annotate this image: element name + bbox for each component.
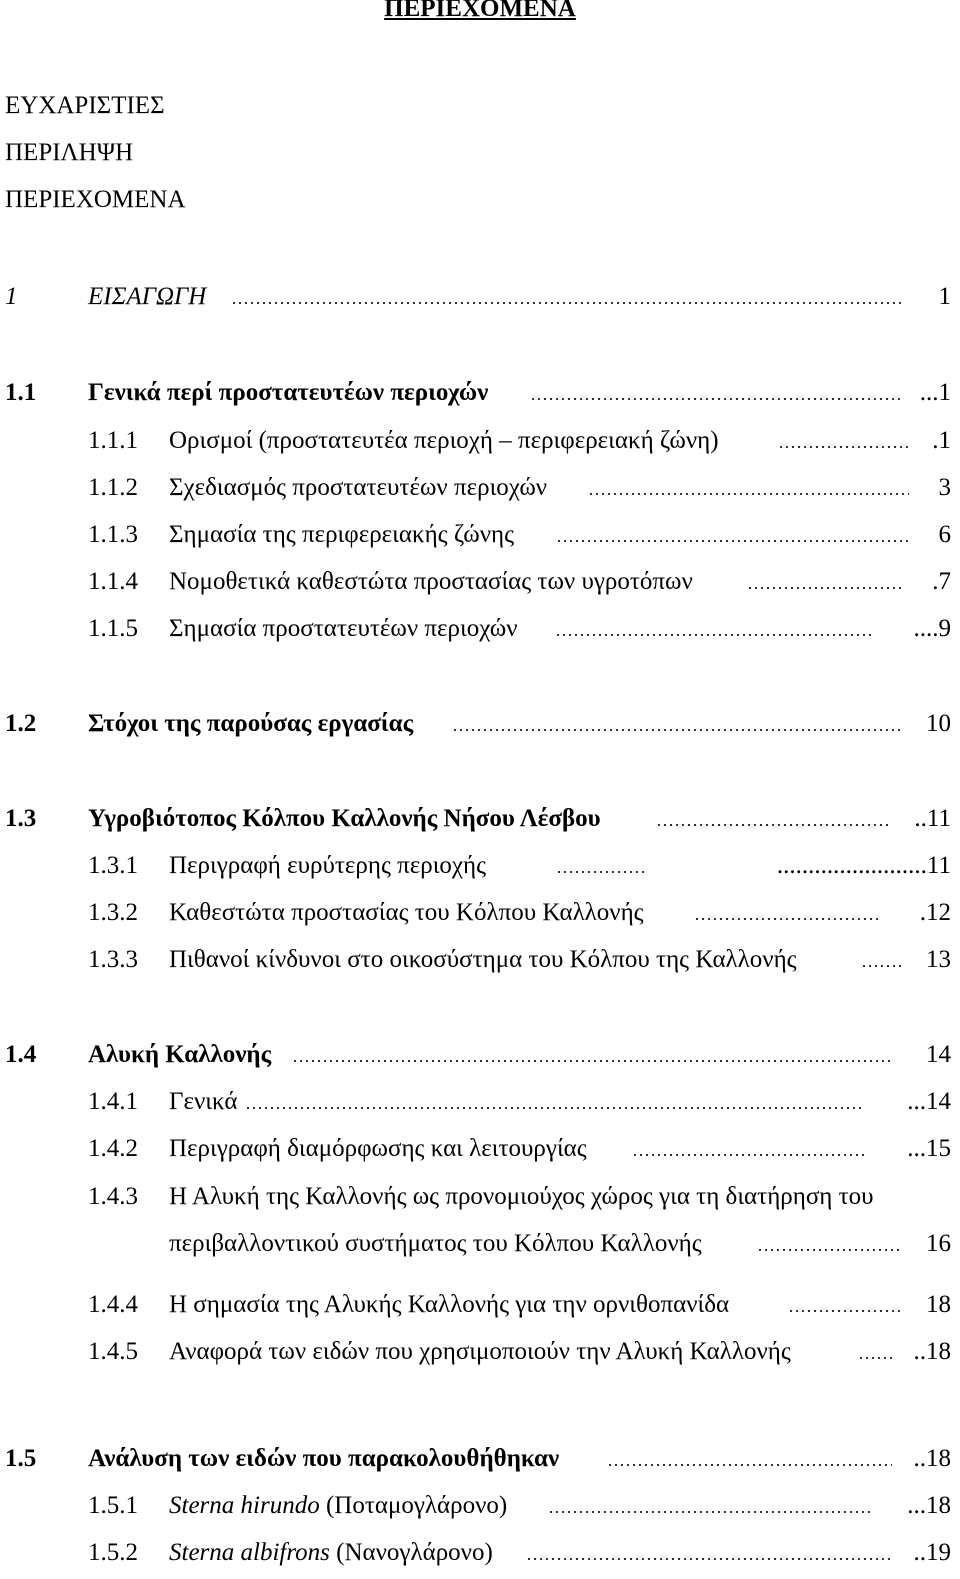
front-matter-contents[interactable]: ΠΕΡΙΕΧΟΜΕΝΑ — [5, 186, 186, 213]
front-matter-acknowledgements[interactable]: ΕΥΧΑΡΙΣΤΙΕΣ — [5, 92, 165, 119]
toc-leader — [632, 1154, 864, 1156]
front-matter-abstract[interactable]: ΠΕΡΙΛΗΨΗ — [5, 139, 134, 166]
species-common-name: (Ποταμογλάρονο) — [319, 1492, 508, 1519]
toc-leader — [656, 824, 888, 826]
toc-entry-1-4-3-line2[interactable]: περιβαλλοντικού συστήματος του Κόλπου Καλλονής — [169, 1230, 702, 1257]
toc-number: 1.1 — [5, 379, 37, 406]
toc-number: 1.1.4 — [88, 568, 138, 595]
toc-number: 1.4.5 — [88, 1338, 138, 1365]
toc-page: ........................11 — [776, 852, 951, 879]
toc-page: .1 — [932, 427, 951, 454]
toc-page: .7 — [932, 568, 951, 595]
toc-page: 10 — [926, 710, 951, 737]
toc-leader — [588, 493, 909, 495]
species-common-name: (Νανογλάρονο) — [329, 1539, 493, 1566]
toc-leader — [245, 1107, 865, 1109]
toc-entry-1-5[interactable]: Ανάλυση των ειδών που παρακολουθήθηκαν — [88, 1445, 560, 1472]
toc-leader — [556, 871, 644, 873]
toc-entry-1-4-2[interactable]: Περιγραφή διαμόρφωσης και λειτουργίας — [169, 1135, 587, 1162]
toc-leader — [526, 1558, 891, 1560]
toc-leader — [788, 1310, 900, 1312]
toc-page: ...1 — [919, 379, 951, 406]
toc-entry-1-1-1[interactable]: Ορισμοί (προστατευτέα περιοχή – περιφερειακή ζώνη) — [169, 427, 719, 454]
toc-number: 1.4 — [5, 1041, 37, 1068]
toc-entry-1-1-4[interactable]: Νομοθετικά καθεστώτα προστασίας των υγροτόπων — [169, 568, 693, 595]
page-title: ΠΕΡΙΕΧΟΜΕΝΑ — [384, 0, 576, 22]
toc-leader — [292, 1060, 892, 1062]
toc-entry-1-5-1[interactable] — [169, 1493, 507, 1518]
toc-leader — [452, 729, 900, 731]
toc-entry-1[interactable]: ΕΙΣΑΓΩΓΗ — [88, 283, 207, 310]
toc-page: ...15 — [907, 1135, 951, 1162]
toc-page: ...14 — [907, 1088, 951, 1115]
toc-leader — [556, 540, 909, 542]
toc-leader — [861, 965, 905, 967]
toc-leader — [747, 587, 904, 589]
toc-leader — [231, 302, 903, 304]
toc-page: .12 — [919, 899, 951, 926]
toc-number: 1.1.5 — [88, 615, 138, 642]
toc-number: 1.5 — [5, 1445, 37, 1472]
toc-leader — [757, 1249, 902, 1251]
toc-entry-1-4[interactable]: Αλυκή Καλλονής — [88, 1041, 272, 1068]
toc-entry-1-1[interactable]: Γενικά περί προστατευτέων περιοχών — [88, 379, 489, 406]
toc-number: 1.4.3 — [88, 1183, 138, 1210]
toc-leader — [607, 1464, 892, 1466]
toc-leader — [555, 634, 875, 636]
toc-number: 1.1.1 — [88, 427, 138, 454]
toc-page: 1 — [938, 283, 951, 310]
toc-number: 1.5.1 — [88, 1492, 138, 1519]
toc-page: 14 — [926, 1041, 951, 1068]
toc-number: 1.1.3 — [88, 521, 138, 548]
toc-page: 6 — [938, 521, 951, 548]
toc-number: 1.2 — [5, 710, 37, 737]
toc-page: ..11 — [914, 805, 951, 832]
toc-leader — [530, 398, 900, 400]
toc-number: 1.4.1 — [88, 1088, 138, 1115]
toc-leader — [694, 918, 882, 920]
toc-number: 1.4.4 — [88, 1291, 138, 1318]
toc-leader — [548, 1511, 873, 1513]
toc-number: 1.4.2 — [88, 1135, 138, 1162]
species-name: Sterna hirundo — [169, 1492, 320, 1519]
toc-entry-1-3-3[interactable]: Πιθανοί κίνδυνοι στο οικοσύστημα του Κόλπου της Καλλονής — [169, 946, 797, 973]
toc-entry-1-3-2[interactable]: Καθεστώτα προστασίας του Κόλπου Καλλονής — [169, 899, 644, 926]
toc-entry-1-1-3[interactable]: Σημασία της περιφερειακής ζώνης — [169, 521, 514, 548]
toc-entry-1-4-1[interactable]: Γενικά — [169, 1088, 238, 1115]
toc-number: 1.3.1 — [88, 852, 138, 879]
toc-leader — [858, 1357, 892, 1359]
toc-entry-1-2[interactable]: Στόχοι της παρούσας εργασίας — [88, 710, 414, 737]
toc-page: 18 — [926, 1291, 951, 1318]
species-name: Sterna albifrons — [169, 1539, 330, 1566]
toc-leader — [778, 446, 911, 448]
toc-number: 1.3.3 — [88, 946, 138, 973]
toc-entry-1-3-1[interactable]: Περιγραφή ευρύτερης περιοχής — [169, 852, 486, 879]
toc-entry-1-4-5[interactable]: Αναφορά των ειδών που χρησιμοποιούν την Αλυκή Καλλονής — [169, 1338, 791, 1365]
toc-number: 1.3 — [5, 805, 37, 832]
toc-entry-1-5-2[interactable] — [169, 1540, 493, 1565]
toc-entry-1-4-3[interactable]: Η Αλυκή της Καλλονής ως προνομιούχος χώρος για τη διατήρηση του — [169, 1183, 874, 1210]
toc-number: 1.3.2 — [88, 899, 138, 926]
toc-page: ..18 — [913, 1445, 951, 1472]
toc-page: ..19 — [913, 1539, 951, 1566]
toc-page: ....9 — [913, 615, 951, 642]
toc-page: 13 — [926, 946, 951, 973]
toc-entry-1-1-5[interactable]: Σημασία προστατευτέων περιοχών — [169, 615, 518, 642]
toc-entry-1-3[interactable]: Υγροβιότοπος Κόλπου Καλλονής Νήσου Λέσβου — [88, 805, 601, 832]
toc-page: 3 — [938, 474, 951, 501]
toc-page: ..18 — [913, 1338, 951, 1365]
toc-number: 1.5.2 — [88, 1539, 138, 1566]
toc-entry-1-4-4[interactable]: Η σημασία της Αλυκής Καλλονής για την ορνιθοπανίδα — [169, 1291, 730, 1318]
toc-page: ...18 — [907, 1492, 951, 1519]
toc-page: 16 — [926, 1230, 951, 1257]
toc-number: 1 — [5, 283, 18, 310]
toc-entry-1-1-2[interactable]: Σχεδιασμός προστατευτέων περιοχών — [169, 474, 548, 501]
toc-number: 1.1.2 — [88, 474, 138, 501]
